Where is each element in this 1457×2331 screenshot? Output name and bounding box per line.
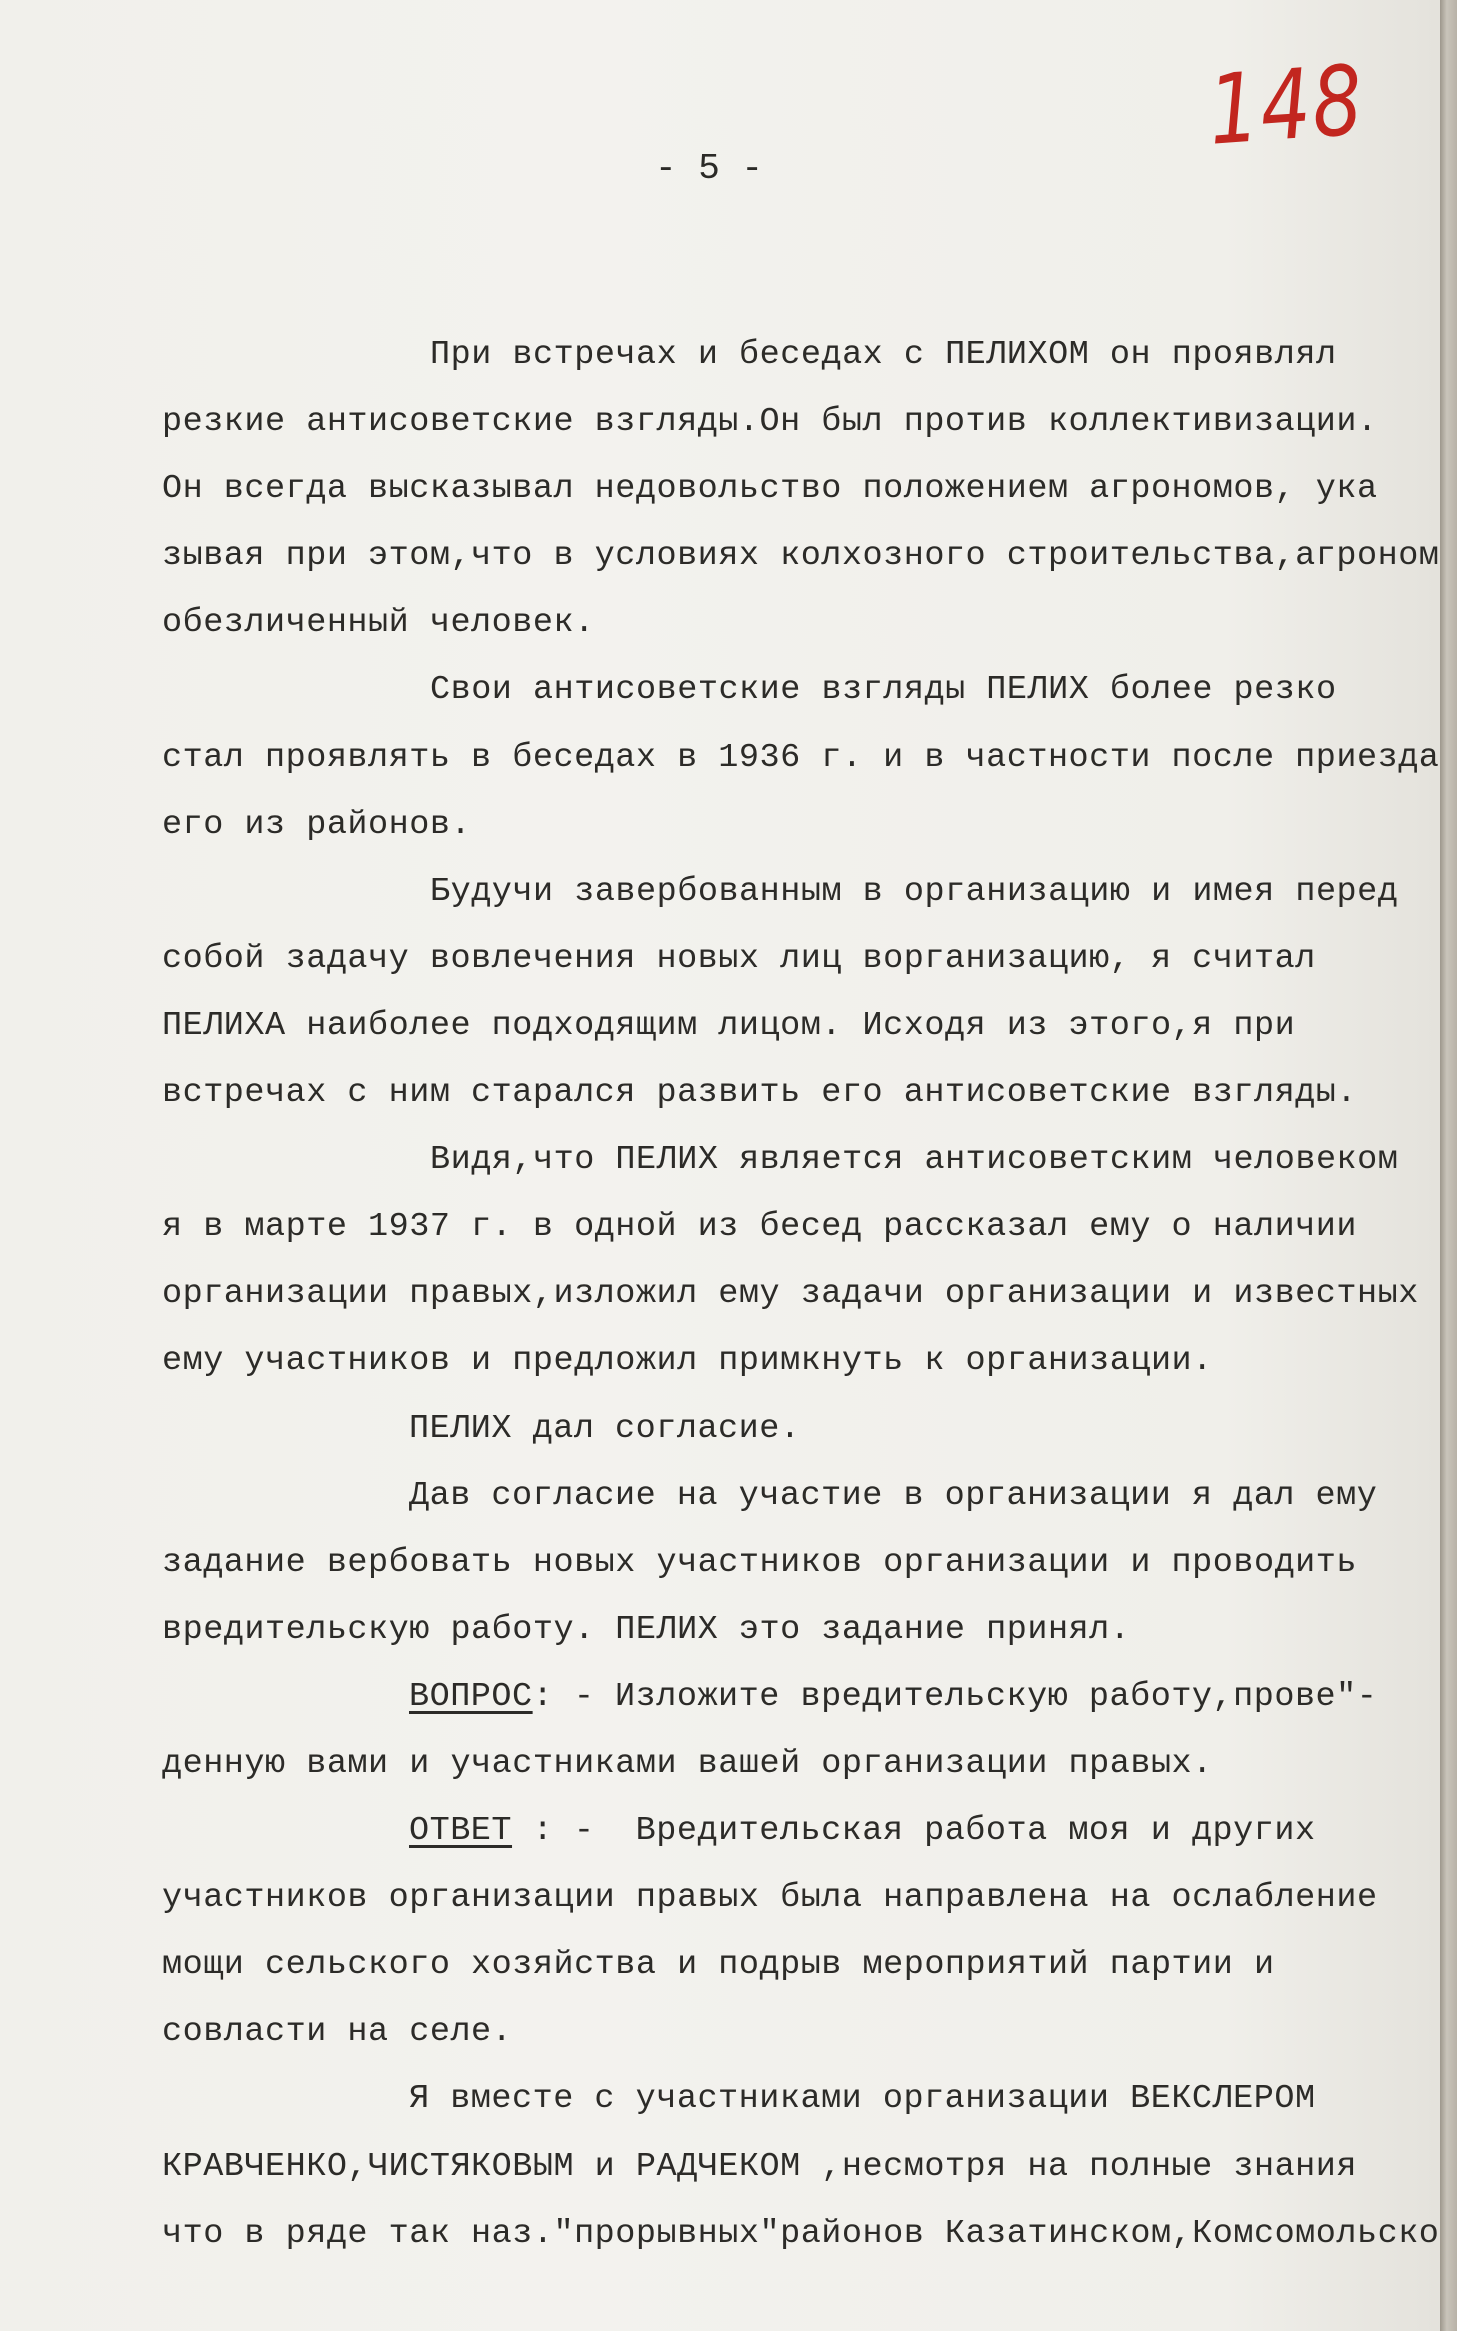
text-line: ему участников и предложил примкнуть к организации. bbox=[162, 1342, 1213, 1381]
text-line: обезличенный человек. bbox=[162, 604, 595, 643]
answer-label: ОТВЕТ bbox=[409, 1812, 513, 1851]
text-line: вредительскую работу. ПЕЛИХ это задание принял. bbox=[162, 1610, 1131, 1649]
text-line: его из районов. bbox=[162, 805, 472, 844]
text-line: ПЕЛИХ дал согласие. bbox=[409, 1409, 801, 1448]
text-line: Дав согласие на участие в организации я дал ему bbox=[409, 1476, 1378, 1515]
text-line: задание вербовать новых участников организации и проводить bbox=[162, 1543, 1357, 1582]
question-text: : - Изложите вредительскую работу,прове"- bbox=[532, 1677, 1378, 1716]
text-line: Свои антисоветские взгляды ПЕЛИХ более резко bbox=[430, 671, 1337, 710]
page-number: - 5 - bbox=[655, 148, 764, 189]
text-line: организации правых,изложил ему задачи организации и известных bbox=[162, 1275, 1419, 1314]
document-body bbox=[162, 322, 1440, 2268]
text-line: ПЕЛИХА наиболее подходящим лицом. Исходя из этого,я при bbox=[162, 1006, 1296, 1045]
text-line: КРАВЧЕНКО,ЧИСТЯКОВЫМ и РАДЧЕКОМ ,несмотря на полные знания bbox=[162, 2147, 1357, 2186]
text-line: участников организации правых была направлена на ослабление bbox=[162, 1879, 1378, 1918]
text-line: собой задачу вовлечения новых лиц ворганизацию, я считал bbox=[162, 939, 1316, 978]
text-line: Будучи завербованным в организацию и имея перед bbox=[430, 872, 1399, 911]
text-line: что в ряде так наз."прорывных"районов Казатинском,Комсомольско bbox=[162, 2214, 1440, 2253]
question-label: ВОПРОС bbox=[409, 1677, 533, 1716]
archive-folio-number: 148 bbox=[1205, 44, 1368, 167]
page-edge bbox=[1440, 0, 1457, 2331]
answer-line bbox=[162, 1798, 1440, 1865]
answer-text: : - Вредительская работа моя и других bbox=[512, 1812, 1316, 1851]
text-line: зывая при этом,что в условиях колхозного строительства,агроном bbox=[162, 537, 1440, 576]
text-line: совласти на селе. bbox=[162, 2013, 513, 2052]
text-line: резкие антисоветские взгляды.Он был против коллективизации. bbox=[162, 403, 1378, 442]
text-line: стал проявлять в беседах в 1936 г. и в частности после приезда bbox=[162, 738, 1440, 777]
question-line bbox=[162, 1664, 1440, 1731]
text-line: встречах с ним старался развить его антисоветские взгляды. bbox=[162, 1074, 1357, 1113]
text-line: я в марте 1937 г. в одной из бесед рассказал ему о наличии bbox=[162, 1208, 1357, 1247]
text-line: При встречах и беседах с ПЕЛИХОМ он проявлял bbox=[430, 336, 1337, 374]
text-line: мощи сельского хозяйства и подрыв мероприятий партии и bbox=[162, 1946, 1275, 1985]
text-line: Видя,что ПЕЛИХ является антисоветским человеком bbox=[430, 1141, 1399, 1180]
text-line: Я вместе с участниками организации ВЕКСЛЕРОМ bbox=[409, 2080, 1316, 2119]
text-line: Он всегда высказывал недовольство положением агрономов, ука bbox=[162, 470, 1378, 509]
text-line: денную вами и участниками вашей организации правых. bbox=[162, 1744, 1213, 1783]
